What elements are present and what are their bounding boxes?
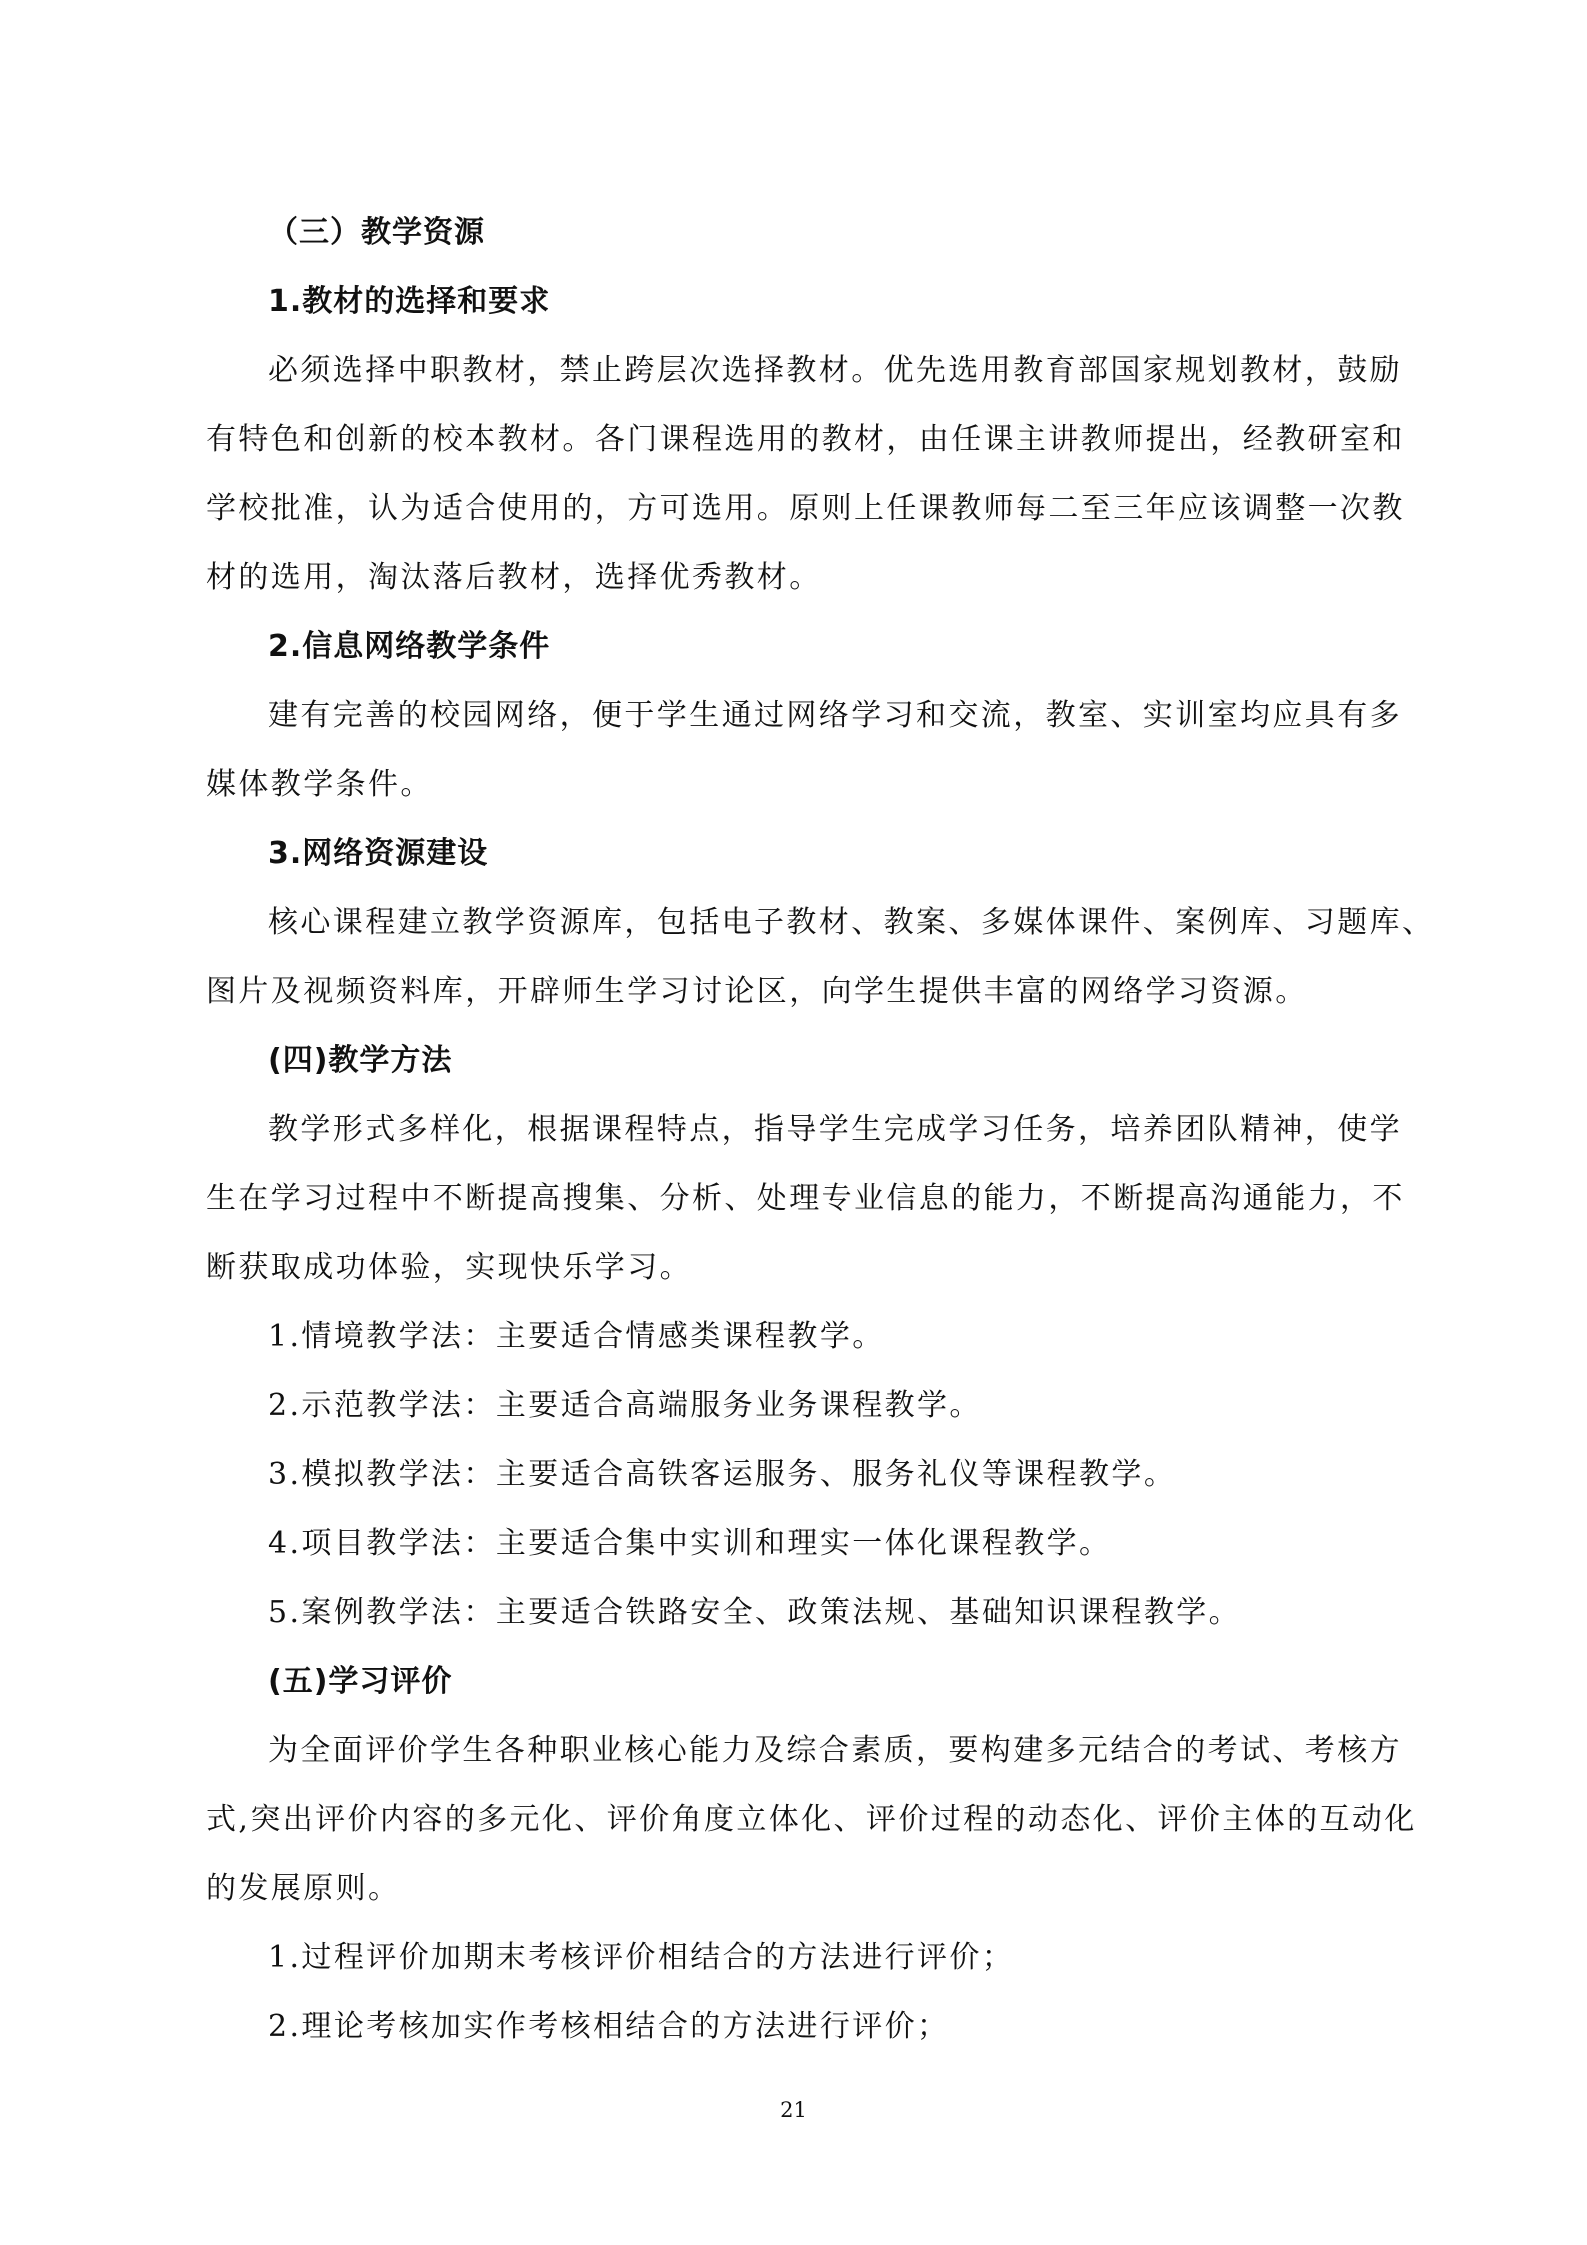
subheading-network-resources: 3.网络资源建设 (268, 836, 489, 871)
paragraph-line: 材的选用，淘汰落后教材，选择优秀教材。 (206, 560, 822, 595)
paragraph-line: 为全面评价学生各种职业核心能力及综合素质，要构建多元结合的考试、考核方 (268, 1733, 1402, 1768)
paragraph-line: 的发展原则。 (206, 1871, 401, 1906)
paragraph-line: 媒体教学条件。 (206, 767, 433, 802)
list-item: 3.模拟教学法：主要适合高铁客运服务、服务礼仪等课程教学。 (268, 1457, 1177, 1492)
paragraph-line: 核心课程建立教学资源库，包括电子教材、教案、多媒体课件、案例库、习题库、 (268, 905, 1435, 940)
paragraph-line: 生在学习过程中不断提高搜集、分析、处理专业信息的能力，不断提高沟通能力，不 (206, 1181, 1405, 1216)
list-item: 1.情境教学法：主要适合情感类课程教学。 (268, 1319, 885, 1354)
section-heading-teaching-methods: (四)教学方法 (268, 1043, 453, 1078)
list-item: 4.项目教学法：主要适合集中实训和理实一体化课程教学。 (268, 1526, 1112, 1561)
paragraph-line: 必须选择中职教材，禁止跨层次选择教材。优先选用教育部国家规划教材，鼓励 (268, 353, 1402, 388)
section-heading-learning-evaluation: (五)学习评价 (268, 1664, 453, 1699)
list-item: 5.案例教学法：主要适合铁路安全、政策法规、基础知识课程教学。 (268, 1595, 1242, 1630)
paragraph-line: 学校批准，认为适合使用的，方可选用。原则上任课教师每二至三年应该调整一次教 (206, 491, 1405, 526)
page-number: 21 (780, 2098, 807, 2122)
paragraph-line: 有特色和创新的校本教材。各门课程选用的教材，由任课主讲教师提出，经教研室和 (206, 422, 1405, 457)
subheading-network-conditions: 2.信息网络教学条件 (268, 629, 551, 664)
list-item: 2.示范教学法：主要适合高端服务业务课程教学。 (268, 1388, 982, 1423)
list-item: 2.理论考核加实作考核相结合的方法进行评价； (268, 2009, 950, 2044)
list-item: 1.过程评价加期末考核评价相结合的方法进行评价； (268, 1940, 1015, 1975)
section-heading-teaching-resources: （三）教学资源 (268, 215, 485, 250)
subheading-textbook-selection: 1.教材的选择和要求 (268, 284, 551, 319)
paragraph-line: 断获取成功体验，实现快乐学习。 (206, 1250, 692, 1285)
paragraph-line: 式,突出评价内容的多元化、评价角度立体化、评价过程的动态化、评价主体的互动化 (206, 1802, 1417, 1837)
page-content (206, 198, 1435, 2061)
paragraph-line: 图片及视频资料库，开辟师生学习讨论区，向学生提供丰富的网络学习资源。 (206, 974, 1308, 1009)
paragraph-line: 建有完善的校园网络，便于学生通过网络学习和交流，教室、实训室均应具有多 (268, 698, 1402, 733)
paragraph-line: 教学形式多样化，根据课程特点，指导学生完成学习任务，培养团队精神，使学 (268, 1112, 1402, 1147)
